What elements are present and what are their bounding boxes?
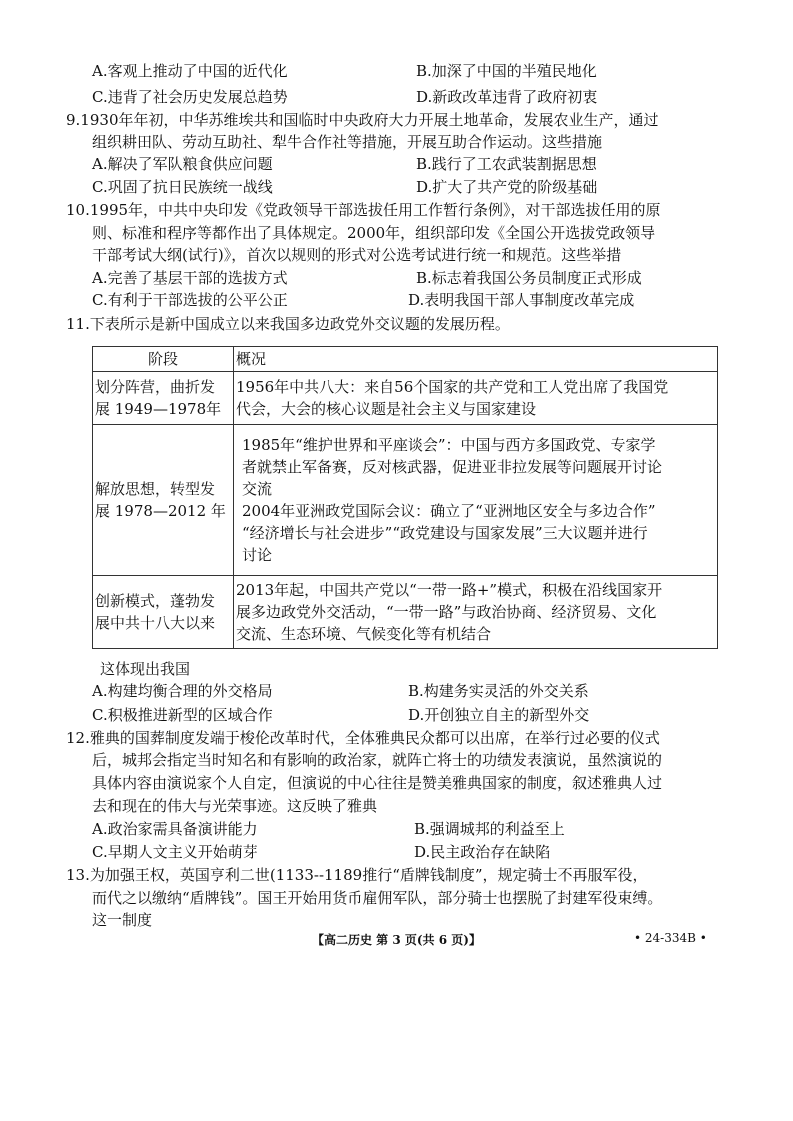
overview-line: 交流、生态环境、气候变化等有机结合 (236, 625, 492, 643)
overview-line: 者就禁止军备赛，反对核武器，促进亚非拉发展等问题展开讨论 (242, 458, 663, 476)
q13-stem-line: 13.为加强王权，英国亨利二世(1133--1189推行“盾牌钱制度”，规定骑士不再服军役， (66, 866, 648, 884)
q10-stem-line: 10.1995年，中共中央印发《党政领导干部选拔任用工作暂行条例》，对干部选拔任用的原 (66, 201, 661, 219)
stage-line: 展 1978—2012 年 (95, 502, 226, 520)
table-cell-overview (234, 372, 718, 425)
table-header-stage: 阶段 (93, 347, 234, 372)
q10-option-c[interactable]: C.有利于干部选拔的公平公正 (92, 291, 288, 309)
q12-option-d[interactable]: D.民主政治存在缺陷 (414, 843, 551, 861)
q12-stem-line: 12.雅典的国葬制度发端于梭伦改革时代，全体雅典民众都可以出席，在举行过必要的仪式 (66, 729, 660, 747)
q9-stem-line: 组织耕田队、劳动互助社、犁牛合作社等措施，开展互助合作运动。这些措施 (92, 133, 603, 151)
overview-line: 1956年中共八大：来自56个国家的共产党和工人党出席了我国党 (236, 378, 669, 396)
overview-line: 2013年起，中国共产党以“一带一路+”模式，积极在沿线国家开 (236, 581, 663, 599)
q10-stem-line: 则、标准和程序等都作出了具体规定。2000年，组织部印发《全国公开选拔党政领导 (92, 224, 656, 242)
stage-line: 划分阵营，曲折发 (95, 378, 216, 396)
footer-code: • 24-334B • (634, 931, 707, 945)
overview-line: 1985年“维护世界和平座谈会”：中国与西方多国政党、专家学 (242, 436, 656, 454)
q13-stem-line: 这一制度 (92, 911, 153, 929)
q9-stem-line: 9.1930年年初，中华苏维埃共和国临时中央政府大力开展土地革命，发展农业生产，通过 (66, 111, 659, 129)
overview-line: 2004年亚洲政党国际会议：确立了“亚洲地区安全与多边合作” (242, 502, 656, 520)
q9-option-b[interactable]: B.践行了工农武装割据思想 (416, 155, 597, 173)
overview-line: 代会，大会的核心议题是社会主义与国家建设 (236, 400, 537, 418)
stage-line: 展中共十八大以来 (95, 614, 216, 632)
q11-option-c[interactable]: C.积极推进新型的区域合作 (92, 706, 273, 724)
table-header-row (93, 347, 718, 372)
table-row (93, 372, 718, 425)
overview-line: “经济增长与社会进步”“政党建设与国家发展”三大议题并进行 (242, 524, 648, 542)
q11-table (92, 346, 718, 649)
q11-option-b[interactable]: B.构建务实灵活的外交关系 (408, 682, 589, 700)
stage-line: 解放思想，转型发 (95, 480, 216, 498)
q9-option-c[interactable]: C.巩固了抗日民族统一战线 (92, 178, 273, 196)
q12-option-a[interactable]: A.政治家需具备演讲能力 (92, 820, 258, 838)
q8-option-a[interactable]: A.客观上推动了中国的近代化 (92, 62, 288, 80)
table-cell-stage (93, 425, 234, 576)
table-header-overview: 概况 (234, 347, 718, 372)
table-row (93, 576, 718, 649)
overview-line: 交流 (242, 480, 273, 498)
q10-option-b[interactable]: B.标志着我国公务员制度正式形成 (416, 269, 642, 287)
q11-option-a[interactable]: A.构建均衡合理的外交格局 (92, 682, 273, 700)
table-cell-overview (234, 425, 718, 576)
q12-option-c[interactable]: C.早期人文主义开始萌芽 (92, 843, 258, 861)
footer-page-info: 【高二历史 第 3 页(共 6 页)】 (312, 933, 481, 947)
q8-option-c[interactable]: C.违背了社会历史发展总趋势 (92, 88, 288, 106)
q12-stem-line: 去和现在的伟大与光荣事迹。这反映了雅典 (92, 797, 378, 815)
q11-option-d[interactable]: D.开创独立自主的新型外交 (408, 706, 590, 724)
q9-option-a[interactable]: A.解决了军队粮食供应问题 (92, 155, 273, 173)
table-cell-stage (93, 576, 234, 649)
q9-option-d[interactable]: D.扩大了共产党的阶级基础 (416, 178, 598, 196)
stage-line: 创新模式，蓬勃发 (95, 592, 216, 610)
q10-option-d[interactable]: D.表明我国干部人事制度改革完成 (408, 291, 635, 309)
table-cell-stage (93, 372, 234, 425)
q12-stem-line: 后，城邦会指定当时知名和有影响的政治家，就阵亡将士的功绩发表演说，虽然演说的 (92, 751, 663, 769)
q8-option-d[interactable]: D.新政改革违背了政府初衷 (416, 88, 598, 106)
q12-option-b[interactable]: B.强调城邦的利益至上 (414, 820, 565, 838)
table-row (93, 425, 718, 576)
q10-option-a[interactable]: A.完善了基层干部的选拔方式 (92, 269, 288, 287)
q11-stem: 这体现出我国 (100, 660, 191, 678)
q10-stem-line: 干部考试大纲(试行)》，首次以规则的形式对公选考试进行统一和规范。这些举措 (92, 246, 622, 264)
q12-stem-line: 具体内容由演说家个人自定，但演说的中心往往是赞美雅典国家的制度，叙述雅典人过 (92, 774, 663, 792)
q13-stem-line: 而代之以缴纳“盾牌钱”。国王开始用货币雇佣军队，部分骑士也摆脱了封建军役束缚。 (92, 889, 663, 907)
overview-line: 展多边政党外交活动，“一带一路”与政治协商、经济贸易、文化 (236, 603, 657, 621)
q8-option-b[interactable]: B.加深了中国的半殖民地化 (416, 62, 597, 80)
overview-line: 讨论 (242, 546, 273, 564)
table-cell-overview (234, 576, 718, 649)
q11-intro: 11.下表所示是新中国成立以来我国多边政党外交议题的发展历程。 (66, 315, 510, 333)
stage-line: 展 1949—1978年 (95, 400, 222, 418)
